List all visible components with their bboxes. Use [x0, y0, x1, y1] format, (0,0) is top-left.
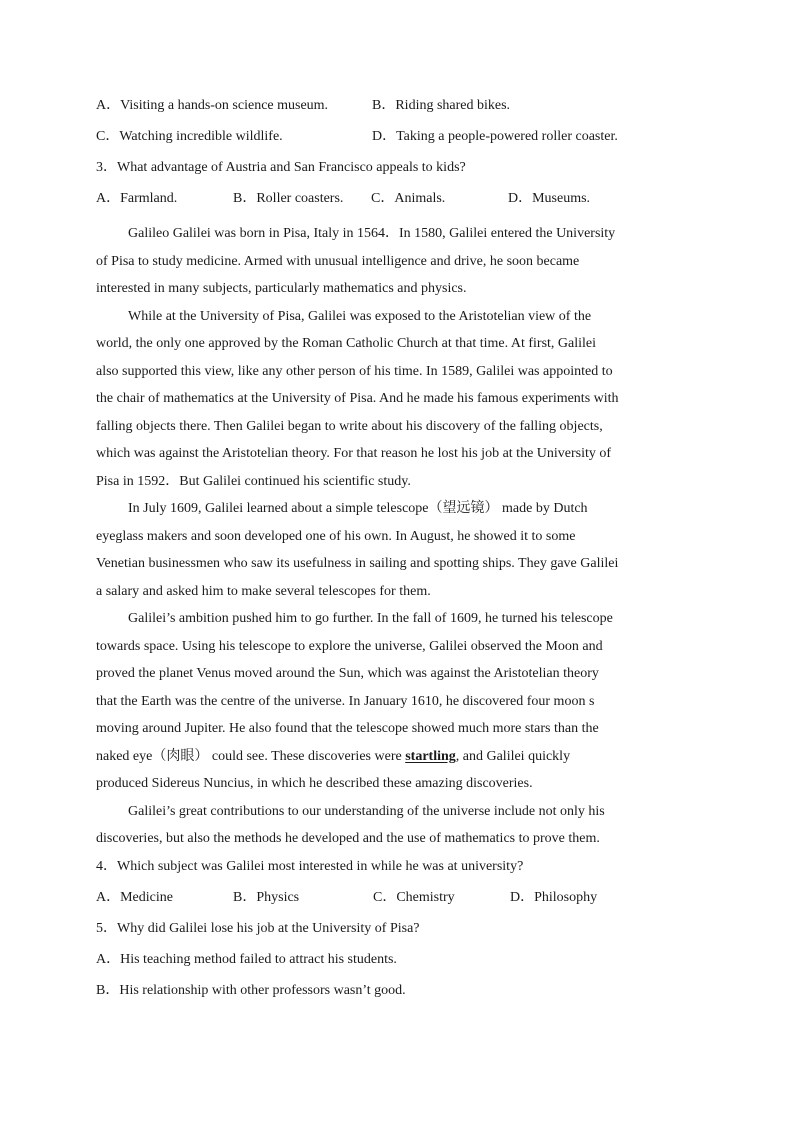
passage-line: a salary and asked him to make several telescopes for them. [96, 583, 431, 599]
q5-stem: 5．Why did Galilei lose his job at the University of Pisa? [96, 920, 420, 936]
passage-paragraph-1 [96, 220, 696, 303]
q2-options-row-1 [96, 96, 696, 116]
passage-line: towards space. Using his telescope to explore the universe, Galilei observed the Moon and [96, 638, 603, 654]
passage-line: falling objects there. Then Galilei began to write about his discovery of the falling objects, [96, 418, 603, 434]
q4-options-row [96, 888, 696, 908]
passage-line: Pisa in 1592．But Galilei continued his scientific study. [96, 473, 411, 489]
q4-option-d: D．Philosophy [510, 889, 598, 905]
passage-line: moving around Jupiter. He also found that the telescope showed much more stars than the [96, 721, 599, 736]
q3-option-c: C．Animals. [371, 191, 446, 206]
passage-paragraph-4 [96, 605, 696, 798]
passage-line: which was against the Aristotelian theory. For that reason he lost his job at the University of [96, 446, 612, 461]
q3-option-d: D．Museums. [508, 191, 591, 206]
passage-line: Galileo Galilei was born in Pisa, Italy in 1564．In 1580, Galilei entered the University [128, 226, 616, 241]
q2-option-d: D．Taking a people-powered roller coaster. [372, 129, 618, 144]
passage-line: In July 1609, Galilei learned about a simple telescope（望远镜） made by Dutch [128, 501, 588, 516]
passage-line: also supported this view, like any other person of his time. In 1589, Galilei was appointed to [96, 363, 613, 379]
q4-option-a: A．Medicine [96, 889, 173, 905]
passage-line: Galilei’s great contributions to our understanding of the universe include not only his [128, 803, 605, 819]
q3-options-row [96, 189, 696, 209]
q2-option-a: A．Visiting a hands-on science museum. [96, 98, 329, 113]
q2-option-b: B．Riding shared bikes. [372, 98, 511, 113]
passage-line: of Pisa to study medicine. Armed with unusual intelligence and drive, he soon became [96, 253, 580, 269]
q4-option-c: C．Chemistry [373, 889, 455, 905]
passage-paragraph-2 [96, 303, 696, 496]
passage-line: discoveries, but also the methods he developed and the use of mathematics to prove them. [96, 831, 600, 846]
passage-line: interested in many subjects, particularly mathematics and physics. [96, 281, 467, 296]
q3-stem: 3．What advantage of Austria and San Francisco appeals to kids? [96, 160, 466, 175]
passage-paragraph-5 [96, 798, 696, 853]
page-content [96, 96, 696, 1012]
passage-line-with-keyword [96, 743, 696, 771]
q3-option-b: B．Roller coasters. [233, 191, 344, 206]
q4-option-b: B．Physics [233, 889, 300, 905]
q4-stem: 4．Which subject was Galilei most interested in while he was at university? [96, 858, 524, 874]
q5-option-a: A．His teaching method failed to attract his students. [96, 951, 397, 967]
passage-line: the chair of mathematics at the University of Pisa. And he made his famous experiments with [96, 391, 619, 406]
passage-paragraph-3 [96, 495, 696, 605]
passage-line: While at the University of Pisa, Galilei was exposed to the Aristotelian view of the [128, 308, 592, 324]
q2-option-c: C．Watching incredible wildlife. [96, 129, 283, 144]
passage-text: , and Galilei quickly [455, 748, 571, 764]
q2-options-row-2 [96, 127, 696, 147]
passage-line: Galilei’s ambition pushed him to go further. In the fall of 1609, he turned his telescope [128, 611, 613, 626]
passage-line: produced Sidereus Nuncius, in which he described these amazing discoveries. [96, 776, 533, 791]
q3-option-a: A．Farmland. [96, 191, 178, 206]
passage-line: eyeglass makers and soon developed one of his own. In August, he showed it to some [96, 528, 576, 544]
passage-line: proved the planet Venus moved around the Sun, which was against the Aristotelian theory [96, 666, 599, 681]
passage-line: that the Earth was the centre of the universe. In January 1610, he discovered four moon s [96, 693, 595, 709]
passage-text: naked eye（肉眼） could see. These discoveries were [96, 748, 406, 764]
passage-line: Venetian businessmen who saw its usefulness in sailing and spotting ships. They gave Galilei [96, 556, 619, 571]
q5-option-b: B．His relationship with other professors wasn’t good. [96, 982, 406, 998]
passage-line: world, the only one approved by the Roman Catholic Church at that time. At first, Galilei [96, 336, 597, 351]
underlined-keyword: startling [405, 748, 456, 764]
